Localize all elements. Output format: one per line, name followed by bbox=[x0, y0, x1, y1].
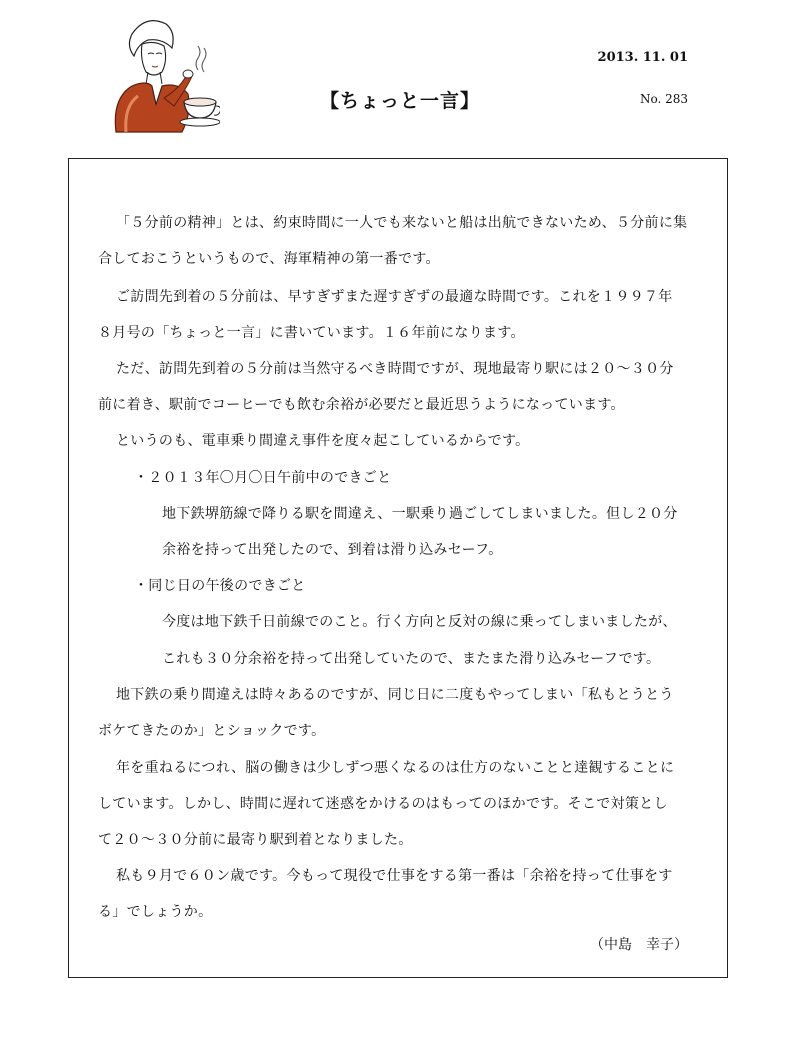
body-line: 年を重ねるにつれ、脳の働きは少しずつ悪くなるのは仕方のないことと達観することに bbox=[116, 760, 675, 776]
body-line: 余裕を持って出発したので、到着は滑り込みセーフ。 bbox=[162, 542, 503, 558]
list-heading: ・同じ日の午後のできごと bbox=[134, 578, 306, 594]
body-line: 「５分前の精神」とは、約束時間に一人でも来ないと船は出航できないため、５分前に集 bbox=[116, 215, 688, 231]
body-line: 地下鉄堺筋線で降りる駅を間違え、一駅乗り過ごしてしまいました。但し２０分 bbox=[162, 506, 678, 522]
list-heading: ・２０１３年〇月〇日午前中のできごと bbox=[134, 470, 392, 486]
body-line: ただ、訪問先到着の５分前は当然守るべき時間ですが、現地最寄り駅には２０～３０分 bbox=[116, 361, 674, 377]
body-line: これも３０分余裕を持って出発していたので、またまた滑り込みセーフです。 bbox=[162, 651, 661, 667]
woman-with-teacup-logo bbox=[102, 14, 220, 136]
page-title: 【ちょっと一言】 bbox=[319, 90, 480, 112]
body-line: る」でしょうか。 bbox=[98, 904, 213, 920]
body-line: 私も９月で６０ン歳です。今もって現役で仕事をする第一番は「余裕を持って仕事をす bbox=[116, 868, 673, 884]
issue-number: No. 283 bbox=[639, 92, 688, 106]
body-line: て２０～３０分前に最寄り駅到着となりました。 bbox=[98, 832, 413, 848]
body-line: 今度は地下鉄千日前線でのこと。行く方向と反対の線に乗ってしまいましたが、 bbox=[162, 614, 677, 630]
body-line: ご訪問先到着の５分前は、早すぎずまた遅すぎずの最適な時間です。これを１９９７年 bbox=[116, 289, 673, 305]
body-line: 合しておこうというもので、海軍精神の第一番です。 bbox=[98, 251, 440, 267]
author-signature: （中島 幸子） bbox=[590, 937, 688, 953]
body-line: ８月号の「ちょっと一言」に書いています。１６年前になります。 bbox=[98, 325, 525, 341]
body-line: しています。しかし、時間に遅れて迷惑をかけるのはもってのほかです。そこで対策とし bbox=[98, 796, 668, 812]
issue-date: 2013. 11. 01 bbox=[597, 50, 688, 65]
body-line: ボケてきたのか」とショックです。 bbox=[98, 723, 326, 739]
body-line: というのも、電車乗り間違え事件を度々起こしているからです。 bbox=[116, 433, 530, 449]
content-frame bbox=[68, 158, 728, 978]
body-line: 前に着き、駅前でコーヒーでも飲む余裕が必要だと最近思うようになっています。 bbox=[98, 397, 625, 413]
body-line: 地下鉄の乗り間違えは時々あるのですが、同じ日に二度もやってしまい「私もとうとう bbox=[116, 687, 674, 703]
